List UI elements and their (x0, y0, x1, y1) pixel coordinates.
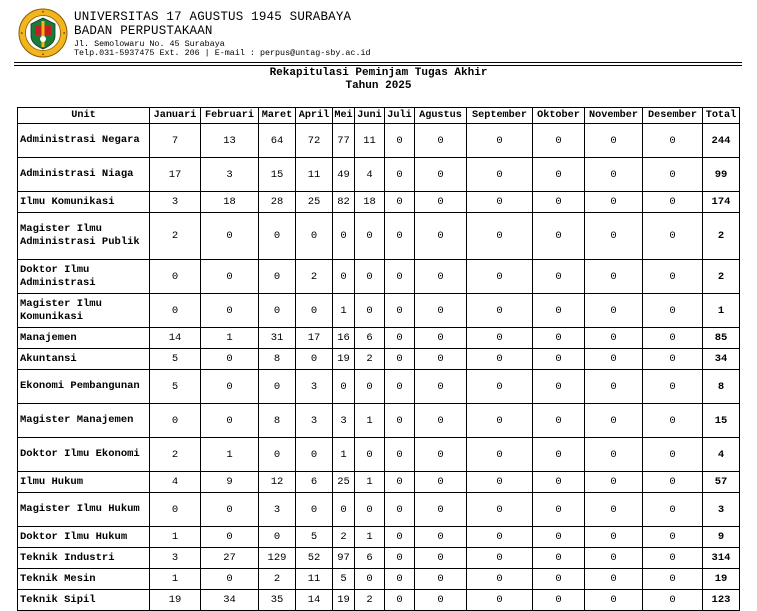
month-value-cell: 0 (467, 569, 533, 590)
month-value-cell: 19 (150, 590, 201, 611)
borrowers-table (17, 107, 740, 611)
header-divider-thick (14, 62, 742, 63)
month-value-cell: 0 (585, 260, 643, 294)
month-value-cell: 0 (585, 438, 643, 472)
month-value-cell: 0 (415, 472, 467, 493)
total-cell: 19 (703, 569, 740, 590)
month-value-cell: 82 (333, 192, 355, 213)
university-logo (18, 8, 68, 58)
month-value-cell: 0 (585, 213, 643, 260)
table-row (18, 548, 740, 569)
month-value-cell: 3 (150, 548, 201, 569)
month-value-cell: 8 (259, 404, 296, 438)
month-value-cell: 0 (201, 493, 259, 527)
month-value-cell: 0 (467, 213, 533, 260)
total-cell: 34 (703, 349, 740, 370)
month-value-cell: 14 (296, 590, 333, 611)
month-value-cell: 0 (296, 213, 333, 260)
month-value-cell: 0 (333, 213, 355, 260)
month-value-cell: 0 (533, 349, 585, 370)
month-value-cell: 0 (643, 124, 703, 158)
column-header-desember: Desember (643, 108, 703, 124)
month-value-cell: 0 (585, 370, 643, 404)
month-value-cell: 0 (355, 370, 385, 404)
month-value-cell: 0 (201, 213, 259, 260)
month-value-cell: 0 (385, 260, 415, 294)
month-value-cell: 6 (296, 472, 333, 493)
total-cell: 244 (703, 124, 740, 158)
unit-name-cell: Teknik Mesin (18, 569, 150, 590)
month-value-cell: 0 (355, 294, 385, 328)
month-value-cell: 0 (585, 472, 643, 493)
month-value-cell: 17 (150, 158, 201, 192)
column-header-unit: Unit (18, 108, 150, 124)
month-value-cell: 7 (150, 124, 201, 158)
month-value-cell: 0 (415, 124, 467, 158)
month-value-cell: 11 (296, 158, 333, 192)
month-value-cell: 0 (467, 590, 533, 611)
unit-name-cell: Doktor Ilmu Ekonomi (18, 438, 150, 472)
table-row (18, 472, 740, 493)
month-value-cell: 0 (385, 569, 415, 590)
column-header-oktober: Oktober (533, 108, 585, 124)
unit-name-cell: Teknik Industri (18, 548, 150, 569)
table-row (18, 349, 740, 370)
table-row (18, 493, 740, 527)
month-value-cell: 5 (150, 349, 201, 370)
month-value-cell: 0 (415, 590, 467, 611)
month-value-cell: 0 (467, 404, 533, 438)
column-header-maret: Maret (259, 108, 296, 124)
month-value-cell: 0 (643, 493, 703, 527)
month-value-cell: 8 (259, 349, 296, 370)
table-row (18, 328, 740, 349)
month-value-cell: 0 (415, 158, 467, 192)
month-value-cell: 64 (259, 124, 296, 158)
month-value-cell: 0 (467, 548, 533, 569)
table-row (18, 124, 740, 158)
month-value-cell: 1 (150, 527, 201, 548)
month-value-cell: 0 (585, 404, 643, 438)
month-value-cell: 0 (333, 493, 355, 527)
month-value-cell: 0 (296, 438, 333, 472)
month-value-cell: 19 (333, 349, 355, 370)
header-divider-thin (14, 65, 742, 66)
report-title: Rekapitulasi Peminjam Tugas Akhir (269, 67, 488, 79)
month-value-cell: 0 (643, 438, 703, 472)
month-value-cell: 0 (467, 349, 533, 370)
table-row (18, 370, 740, 404)
month-value-cell: 0 (533, 370, 585, 404)
month-value-cell: 0 (533, 472, 585, 493)
unit-name-cell: Ekonomi Pembangunan (18, 370, 150, 404)
month-value-cell: 0 (150, 404, 201, 438)
month-value-cell: 3 (296, 404, 333, 438)
month-value-cell: 0 (585, 590, 643, 611)
month-value-cell: 0 (415, 438, 467, 472)
month-value-cell: 0 (355, 213, 385, 260)
month-value-cell: 0 (467, 294, 533, 328)
month-value-cell: 1 (355, 527, 385, 548)
month-value-cell: 6 (355, 548, 385, 569)
total-cell: 99 (703, 158, 740, 192)
total-cell: 2 (703, 260, 740, 294)
month-value-cell: 0 (467, 158, 533, 192)
month-value-cell: 0 (259, 438, 296, 472)
month-value-cell: 0 (355, 493, 385, 527)
month-value-cell: 0 (201, 370, 259, 404)
month-value-cell: 0 (150, 294, 201, 328)
month-value-cell: 9 (201, 472, 259, 493)
column-header-januari: Januari (150, 108, 201, 124)
month-value-cell: 0 (415, 370, 467, 404)
month-value-cell: 0 (415, 404, 467, 438)
month-value-cell: 0 (355, 260, 385, 294)
table-row (18, 438, 740, 472)
month-value-cell: 0 (643, 158, 703, 192)
month-value-cell: 0 (385, 370, 415, 404)
month-value-cell: 0 (643, 213, 703, 260)
unit-name-cell: Magister Ilmu Administrasi Publik (18, 213, 150, 260)
total-cell: 314 (703, 548, 740, 569)
month-value-cell: 0 (415, 192, 467, 213)
total-cell: 15 (703, 404, 740, 438)
total-cell: 174 (703, 192, 740, 213)
month-value-cell: 0 (385, 192, 415, 213)
month-value-cell: 0 (467, 260, 533, 294)
month-value-cell: 129 (259, 548, 296, 569)
report-year: Tahun 2025 (345, 80, 412, 92)
month-value-cell: 0 (533, 404, 585, 438)
month-value-cell: 0 (585, 493, 643, 527)
month-value-cell: 49 (333, 158, 355, 192)
month-value-cell: 3 (259, 493, 296, 527)
university-name: UNIVERSITAS 17 AGUSTUS 1945 SURABAYA (74, 10, 352, 24)
unit-name-cell: Magister Ilmu Hukum (18, 493, 150, 527)
table-row (18, 213, 740, 260)
month-value-cell: 0 (643, 294, 703, 328)
month-value-cell: 34 (201, 590, 259, 611)
month-value-cell: 17 (296, 328, 333, 349)
column-header-juli: Juli (385, 108, 415, 124)
month-value-cell: 0 (585, 158, 643, 192)
month-value-cell: 0 (201, 294, 259, 328)
unit-name-cell: Doktor Ilmu Hukum (18, 527, 150, 548)
month-value-cell: 0 (415, 349, 467, 370)
total-cell: 9 (703, 527, 740, 548)
month-value-cell: 0 (385, 493, 415, 527)
month-value-cell: 35 (259, 590, 296, 611)
month-value-cell: 0 (533, 328, 585, 349)
month-value-cell: 0 (467, 192, 533, 213)
month-value-cell: 2 (296, 260, 333, 294)
month-value-cell: 25 (333, 472, 355, 493)
month-value-cell: 0 (585, 569, 643, 590)
month-value-cell: 0 (643, 472, 703, 493)
month-value-cell: 0 (385, 472, 415, 493)
month-value-cell: 0 (533, 493, 585, 527)
month-value-cell: 0 (201, 349, 259, 370)
table-row (18, 158, 740, 192)
month-value-cell: 0 (415, 328, 467, 349)
month-value-cell: 0 (467, 472, 533, 493)
month-value-cell: 0 (533, 527, 585, 548)
month-value-cell: 14 (150, 328, 201, 349)
month-value-cell: 0 (259, 527, 296, 548)
table-row (18, 590, 740, 611)
table-row (18, 569, 740, 590)
total-cell: 57 (703, 472, 740, 493)
month-value-cell: 0 (643, 548, 703, 569)
month-value-cell: 2 (150, 438, 201, 472)
total-cell: 3 (703, 493, 740, 527)
total-cell: 123 (703, 590, 740, 611)
month-value-cell: 0 (296, 294, 333, 328)
unit-name-cell: Ilmu Komunikasi (18, 192, 150, 213)
month-value-cell: 0 (533, 260, 585, 294)
month-value-cell: 72 (296, 124, 333, 158)
month-value-cell: 0 (533, 158, 585, 192)
month-value-cell: 0 (415, 569, 467, 590)
month-value-cell: 2 (333, 527, 355, 548)
month-value-cell: 0 (643, 328, 703, 349)
month-value-cell: 11 (296, 569, 333, 590)
month-value-cell: 5 (333, 569, 355, 590)
total-cell: 85 (703, 328, 740, 349)
table-row (18, 404, 740, 438)
column-header-april: April (296, 108, 333, 124)
month-value-cell: 4 (355, 158, 385, 192)
unit-name-cell: Ilmu Hukum (18, 472, 150, 493)
month-value-cell: 28 (259, 192, 296, 213)
month-value-cell: 0 (415, 493, 467, 527)
table-row (18, 527, 740, 548)
month-value-cell: 0 (201, 527, 259, 548)
month-value-cell: 0 (201, 260, 259, 294)
month-value-cell: 0 (150, 493, 201, 527)
month-value-cell: 0 (643, 260, 703, 294)
month-value-cell: 0 (415, 548, 467, 569)
unit-name-cell: Magister Ilmu Komunikasi (18, 294, 150, 328)
month-value-cell: 3 (333, 404, 355, 438)
month-value-cell: 0 (259, 370, 296, 404)
table-header-row (18, 108, 740, 124)
unit-name-cell: Administrasi Negara (18, 124, 150, 158)
month-value-cell: 0 (385, 404, 415, 438)
table-row (18, 192, 740, 213)
month-value-cell: 0 (385, 294, 415, 328)
month-value-cell: 18 (201, 192, 259, 213)
month-value-cell: 0 (585, 349, 643, 370)
month-value-cell: 1 (333, 438, 355, 472)
month-value-cell: 0 (467, 493, 533, 527)
month-value-cell: 12 (259, 472, 296, 493)
table-row (18, 260, 740, 294)
month-value-cell: 0 (585, 294, 643, 328)
month-value-cell: 0 (355, 438, 385, 472)
month-value-cell: 0 (385, 438, 415, 472)
month-value-cell: 1 (201, 328, 259, 349)
month-value-cell: 13 (201, 124, 259, 158)
month-value-cell: 0 (585, 328, 643, 349)
total-cell: 2 (703, 213, 740, 260)
month-value-cell: 77 (333, 124, 355, 158)
month-value-cell: 16 (333, 328, 355, 349)
month-value-cell: 1 (355, 472, 385, 493)
month-value-cell: 0 (415, 213, 467, 260)
month-value-cell: 0 (415, 294, 467, 328)
total-cell: 8 (703, 370, 740, 404)
month-value-cell: 0 (467, 438, 533, 472)
month-value-cell: 0 (533, 213, 585, 260)
month-value-cell: 25 (296, 192, 333, 213)
total-cell: 1 (703, 294, 740, 328)
month-value-cell: 2 (150, 213, 201, 260)
month-value-cell: 0 (585, 124, 643, 158)
month-value-cell: 1 (150, 569, 201, 590)
month-value-cell: 0 (533, 590, 585, 611)
month-value-cell: 0 (385, 527, 415, 548)
month-value-cell: 2 (259, 569, 296, 590)
month-value-cell: 27 (201, 548, 259, 569)
month-value-cell: 52 (296, 548, 333, 569)
column-header-februari: Februari (201, 108, 259, 124)
month-value-cell: 0 (150, 260, 201, 294)
month-value-cell: 0 (259, 294, 296, 328)
column-header-juni: Juni (355, 108, 385, 124)
unit-name-cell: Manajemen (18, 328, 150, 349)
month-value-cell: 5 (150, 370, 201, 404)
month-value-cell: 19 (333, 590, 355, 611)
unit-name-cell: Teknik Sipil (18, 590, 150, 611)
month-value-cell: 1 (355, 404, 385, 438)
month-value-cell: 0 (467, 124, 533, 158)
month-value-cell: 0 (533, 569, 585, 590)
column-header-november: November (585, 108, 643, 124)
month-value-cell: 3 (150, 192, 201, 213)
month-value-cell: 0 (415, 527, 467, 548)
month-value-cell: 0 (533, 548, 585, 569)
month-value-cell: 0 (259, 260, 296, 294)
month-value-cell: 0 (467, 328, 533, 349)
month-value-cell: 2 (355, 590, 385, 611)
month-value-cell: 0 (385, 328, 415, 349)
month-value-cell: 5 (296, 527, 333, 548)
unit-name-cell: Doktor Ilmu Administrasi (18, 260, 150, 294)
month-value-cell: 3 (296, 370, 333, 404)
column-header-mei: Mei (333, 108, 355, 124)
month-value-cell: 15 (259, 158, 296, 192)
month-value-cell: 0 (533, 124, 585, 158)
month-value-cell: 3 (201, 158, 259, 192)
month-value-cell: 0 (296, 349, 333, 370)
month-value-cell: 0 (643, 590, 703, 611)
month-value-cell: 0 (333, 370, 355, 404)
total-cell: 4 (703, 438, 740, 472)
unit-name-cell: Administrasi Niaga (18, 158, 150, 192)
unit-name-cell: Akuntansi (18, 349, 150, 370)
month-value-cell: 0 (643, 404, 703, 438)
department-name: BADAN PERPUSTAKAAN (74, 23, 213, 38)
month-value-cell: 0 (385, 548, 415, 569)
month-value-cell: 0 (385, 158, 415, 192)
month-value-cell: 1 (201, 438, 259, 472)
address-line: Jl. Semolowaru No. 45 Surabaya (74, 39, 225, 49)
month-value-cell: 0 (643, 192, 703, 213)
letterhead (74, 11, 371, 58)
month-value-cell: 0 (585, 527, 643, 548)
month-value-cell: 0 (643, 569, 703, 590)
month-value-cell: 2 (355, 349, 385, 370)
month-value-cell: 0 (385, 124, 415, 158)
month-value-cell: 4 (150, 472, 201, 493)
month-value-cell: 0 (467, 527, 533, 548)
month-value-cell: 1 (333, 294, 355, 328)
month-value-cell: 97 (333, 548, 355, 569)
unit-name-cell: Magister Manajemen (18, 404, 150, 438)
month-value-cell: 11 (355, 124, 385, 158)
month-value-cell: 0 (643, 370, 703, 404)
month-value-cell: 0 (643, 527, 703, 548)
month-value-cell: 31 (259, 328, 296, 349)
month-value-cell: 0 (296, 493, 333, 527)
column-header-agustus: Agustus (415, 108, 467, 124)
month-value-cell: 0 (355, 569, 385, 590)
month-value-cell: 0 (533, 192, 585, 213)
contact-line: Telp.031-5937475 Ext. 206 | E-mail : perpus@untag-sby.ac.id (74, 48, 371, 59)
month-value-cell: 0 (385, 213, 415, 260)
month-value-cell: 0 (533, 438, 585, 472)
month-value-cell: 0 (201, 404, 259, 438)
month-value-cell: 0 (259, 213, 296, 260)
month-value-cell: 0 (385, 590, 415, 611)
month-value-cell: 0 (585, 548, 643, 569)
column-header-september: September (467, 108, 533, 124)
month-value-cell: 0 (415, 260, 467, 294)
table-row (18, 294, 740, 328)
month-value-cell: 0 (585, 192, 643, 213)
column-header-total: Total (703, 108, 740, 124)
month-value-cell: 0 (333, 260, 355, 294)
month-value-cell: 0 (201, 569, 259, 590)
month-value-cell: 0 (467, 370, 533, 404)
month-value-cell: 18 (355, 192, 385, 213)
month-value-cell: 0 (643, 349, 703, 370)
month-value-cell: 0 (385, 349, 415, 370)
month-value-cell: 0 (533, 294, 585, 328)
month-value-cell: 6 (355, 328, 385, 349)
